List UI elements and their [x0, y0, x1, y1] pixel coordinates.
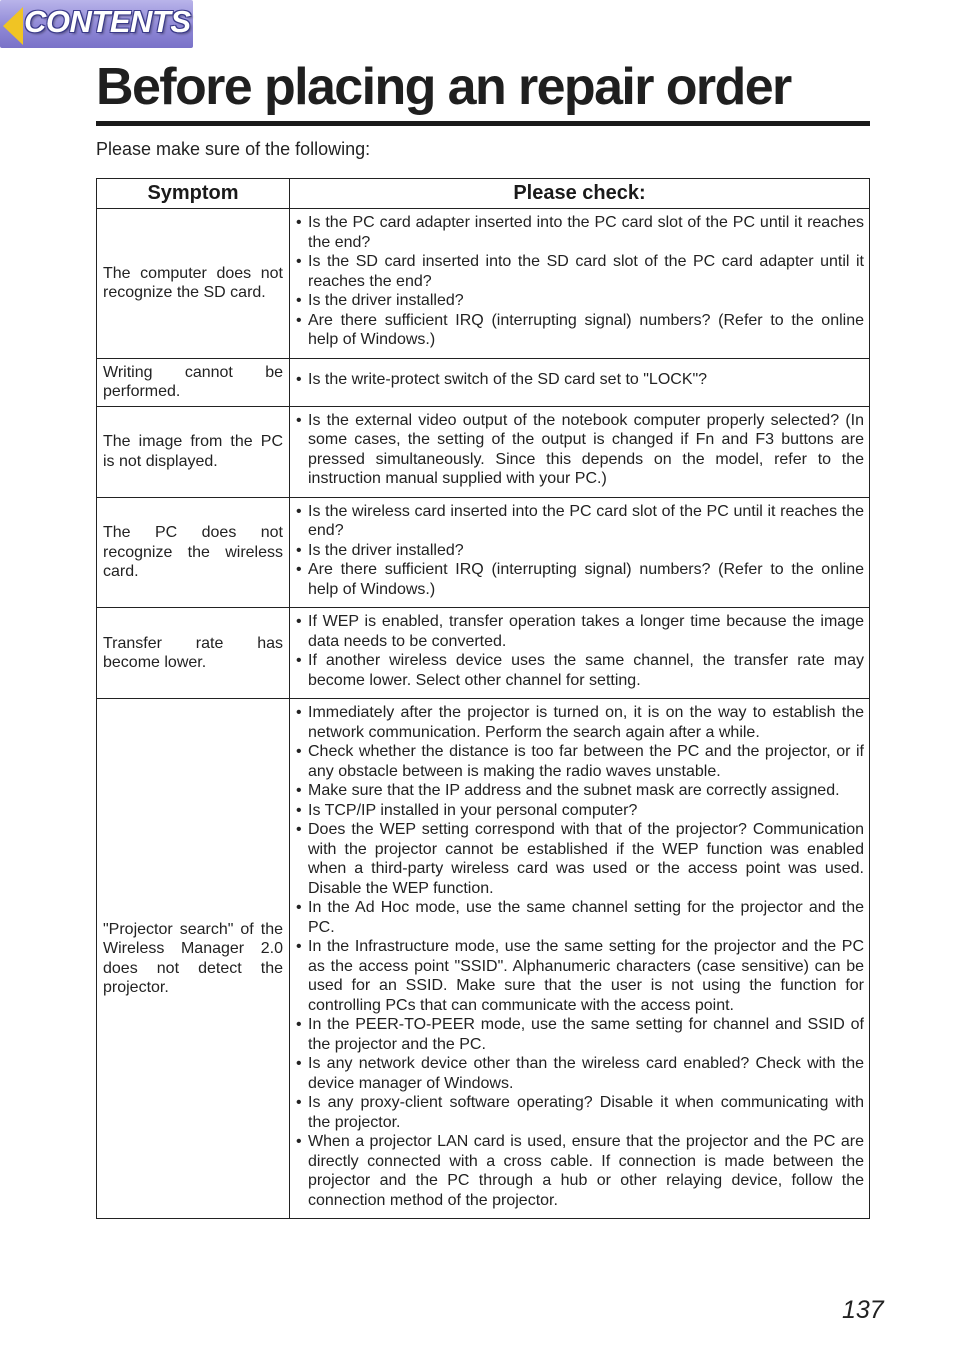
contents-label: CONTENTS [24, 4, 191, 39]
intro-text: Please make sure of the following: [96, 139, 371, 159]
check-item: • Is the write-protect switch of the SD card set to "LOCK"? [296, 370, 864, 390]
page-number: 137 [842, 1296, 884, 1324]
symptom-column-header: Symptom [97, 179, 290, 209]
symptom-cell: The image from the PC is not displayed. [97, 406, 290, 497]
check-item: • Does the WEP setting correspond with that of the projector? Communication with the projector cannot be established if the WEP function was enabled when a third-party wireless card was used or the access point was used. Disable the WEP function. [296, 820, 864, 898]
check-cell [290, 209, 870, 359]
check-item: • If another wireless device uses the same channel, the transfer rate may become lower. Select other channel for setting. [296, 651, 864, 690]
check-item: • Is the PC card adapter inserted into the PC card slot of the PC until it reaches the end? [296, 213, 864, 252]
check-item: • Is the wireless card inserted into the PC card slot of the PC until it reaches the end? [296, 502, 864, 541]
check-item: • Are there sufficient IRQ (interrupting signal) numbers? (Refer to the online help of Windows.) [296, 560, 864, 599]
check-list [296, 213, 864, 350]
title-divider [96, 121, 870, 126]
check-item: • Immediately after the projector is turned on, it is on the way to establish the network communication. Perform the search again after a while. [296, 703, 864, 742]
symptom-cell: "Projector search" of the Wireless Manager 2.0 does not detect the projector. [97, 699, 290, 1219]
symptom-cell: Writing cannot be performed. [97, 358, 290, 406]
table-row [97, 497, 870, 608]
symptom-cell: Transfer rate has become lower. [97, 608, 290, 699]
table-row [97, 358, 870, 406]
check-cell [290, 608, 870, 699]
check-item: • In the Ad Hoc mode, use the same channel setting for the projector and the PC. [296, 898, 864, 937]
check-item: • Is the driver installed? [296, 541, 864, 561]
check-item: • In the Infrastructure mode, use the same setting for the projector and the PC as the access point "SSID". Alphanumeric characters (case sensitive) can be used for an SSID. Make sure that the user is not using the function for controlling PCs that can communicate with the access point. [296, 937, 864, 1015]
table-row [97, 608, 870, 699]
check-item: • Is the driver installed? [296, 291, 864, 311]
check-cell [290, 406, 870, 497]
check-item: • Make sure that the IP address and the subnet mask are correctly assigned. [296, 781, 864, 801]
check-cell [290, 699, 870, 1219]
check-item: • Is TCP/IP installed in your personal computer? [296, 801, 864, 821]
check-list [296, 502, 864, 600]
check-item: • Is the SD card inserted into the SD card slot of the PC card adapter until it reaches the end? [296, 252, 864, 291]
contents-button[interactable] [0, 0, 193, 48]
troubleshooting-table [96, 178, 870, 1219]
check-item: • Is any proxy-client software operating? Disable it when communicating with the projector. [296, 1093, 864, 1132]
symptom-cell: The computer does not recognize the SD card. [97, 209, 290, 359]
check-item: • When a projector LAN card is used, ensure that the projector and the PC are directly connected with a cross cable. If connection is made between the projector and the PC through a hub or other relaying device, follow the connection method of the projector. [296, 1132, 864, 1210]
check-list [296, 703, 864, 1210]
check-item: • Check whether the distance is too far between the PC and the projector, or if any obstacle between is making the radio waves unstable. [296, 742, 864, 781]
check-list [296, 612, 864, 690]
check-list [296, 411, 864, 489]
check-item: • If WEP is enabled, transfer operation takes a longer time because the image data needs to be converted. [296, 612, 864, 651]
table-row [97, 699, 870, 1219]
table-body [97, 209, 870, 1219]
back-arrow-icon [3, 7, 23, 45]
check-cell [290, 358, 870, 406]
check-item: • Are there sufficient IRQ (interrupting signal) numbers? (Refer to the online help of Windows.) [296, 311, 864, 350]
check-item: • Is the external video output of the notebook computer properly selected? (In some cases, the setting of the output is changed if Fn and F3 buttons are pressed simultaneously. Since this depends on the model, refer to the instruction manual supplied with your PC.) [296, 411, 864, 489]
check-cell [290, 497, 870, 608]
check-list [296, 370, 864, 390]
table-header-row [97, 179, 870, 209]
table-row [97, 209, 870, 359]
symptom-cell: The PC does not recognize the wireless card. [97, 497, 290, 608]
table-row [97, 406, 870, 497]
check-item: • Is any network device other than the wireless card enabled? Check with the device manager of Windows. [296, 1054, 864, 1093]
check-column-header: Please check: [290, 179, 870, 209]
check-item: • In the PEER-TO-PEER mode, use the same setting for channel and SSID of the projector and the PC. [296, 1015, 864, 1054]
page-title: Before placing an repair order [96, 58, 791, 116]
